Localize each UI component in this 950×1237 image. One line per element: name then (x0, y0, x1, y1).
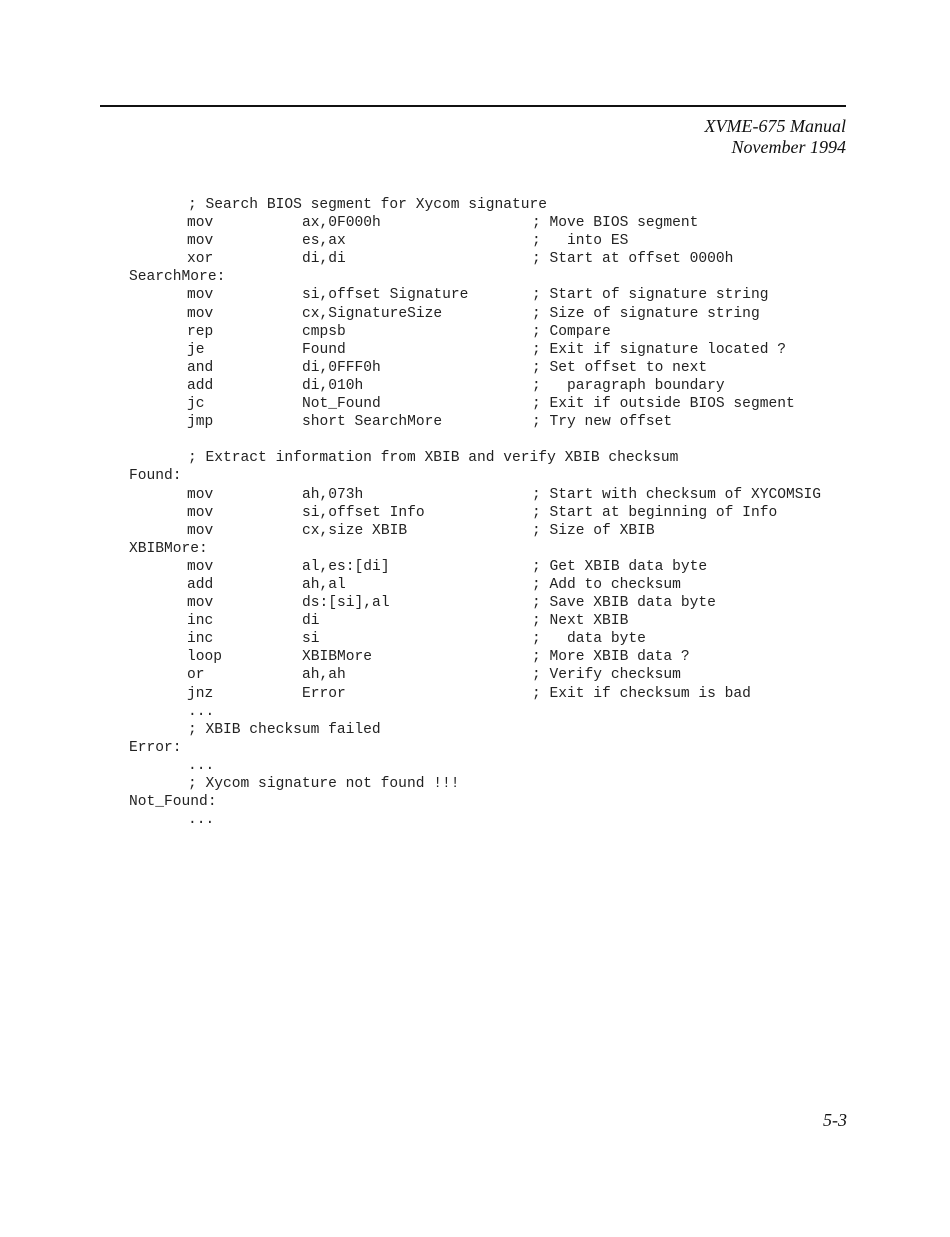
code-line (0, 811, 950, 829)
code-line (0, 540, 950, 558)
code-operands: Found (302, 341, 346, 358)
code-comment: ; More XBIB data ? (532, 649, 690, 666)
code-comment: ; Get XBIB data byte (532, 558, 708, 575)
code-comment: ; Save XBIB data byte (532, 595, 716, 612)
code-opcode: add (187, 377, 214, 394)
code-operands: es,ax (302, 233, 346, 250)
code-opcode: add (187, 576, 214, 593)
code-line (0, 721, 950, 739)
code-line (0, 666, 950, 684)
code-opcode: xor (187, 251, 214, 268)
code-line (0, 341, 950, 359)
page-number: 5-3 (823, 1110, 847, 1130)
manual-date: November 1994 (731, 137, 846, 157)
code-comment: ; data byte (532, 631, 646, 648)
code-opcode: mov (187, 558, 214, 575)
code-opcode: mov (187, 595, 214, 612)
code-line (0, 739, 950, 757)
code-line (0, 630, 950, 648)
code-operands: XBIBMore (302, 649, 373, 666)
code-opcode: and (187, 359, 214, 376)
code-comment: ; Start with checksum of XYCOMSIG (532, 486, 822, 503)
code-operands: ah,073h (302, 486, 364, 503)
code-line (0, 504, 950, 522)
code-label: SearchMore: (129, 269, 226, 286)
code-line (0, 377, 950, 395)
code-line (0, 359, 950, 377)
code-opcode: jc (187, 396, 205, 413)
code-line (0, 449, 950, 467)
code-opcode: or (187, 667, 205, 684)
code-comment-line: ... (188, 703, 215, 720)
code-opcode: mov (187, 215, 214, 232)
code-comment: ; Verify checksum (532, 667, 681, 684)
code-operands: si,offset Signature (302, 287, 469, 304)
code-line (0, 232, 950, 250)
code-operands: cx,SignatureSize (302, 305, 443, 322)
code-opcode: mov (187, 522, 214, 539)
code-line (0, 594, 950, 612)
code-line (0, 431, 950, 449)
code-opcode: inc (187, 613, 214, 630)
code-line (0, 286, 950, 304)
code-operands: di,di (302, 251, 346, 268)
code-operands: Not_Found (302, 396, 381, 413)
code-comment: ; Exit if checksum is bad (532, 685, 751, 702)
code-comment: ; Size of XBIB (532, 522, 655, 539)
code-opcode: je (187, 341, 205, 358)
code-line (0, 268, 950, 286)
code-opcode: mov (187, 504, 214, 521)
code-comment: ; paragraph boundary (532, 377, 725, 394)
code-operands: cmpsb (302, 323, 346, 340)
code-line (0, 196, 950, 214)
code-line (0, 612, 950, 630)
code-line (0, 703, 950, 721)
code-operands: cx,size XBIB (302, 522, 408, 539)
code-operands: di,010h (302, 377, 364, 394)
code-line (0, 757, 950, 775)
code-opcode: inc (187, 631, 214, 648)
code-line (0, 486, 950, 504)
code-comment: ; Start at beginning of Info (532, 504, 778, 521)
code-comment: ; Exit if outside BIOS segment (532, 396, 795, 413)
code-comment-line: ... (188, 812, 215, 829)
code-comment: ; Next XBIB (532, 613, 629, 630)
code-operands: al,es:[di] (302, 558, 390, 575)
code-opcode: mov (187, 233, 214, 250)
code-line (0, 305, 950, 323)
code-line (0, 685, 950, 703)
code-operands: ax,0F000h (302, 215, 381, 232)
code-comment-line: ; Xycom signature not found !!! (188, 776, 460, 792)
code-line (0, 775, 950, 793)
code-line (0, 793, 950, 811)
code-opcode: mov (187, 486, 214, 503)
code-line (0, 467, 950, 485)
code-comment: ; Start at offset 0000h (532, 251, 734, 268)
code-label: XBIBMore: (129, 540, 208, 557)
code-opcode: mov (187, 287, 214, 304)
code-comment: ; Size of signature string (532, 305, 760, 322)
code-operands: ah,al (302, 576, 346, 593)
code-opcode: jnz (187, 685, 214, 702)
code-operands: short SearchMore (302, 414, 443, 431)
header-rule (100, 105, 846, 107)
code-line (0, 323, 950, 341)
code-comment: ; Add to checksum (532, 576, 681, 593)
code-operands: si,offset Info (302, 504, 425, 521)
code-label: Found: (129, 468, 182, 485)
code-line (0, 250, 950, 268)
code-line (0, 576, 950, 594)
code-line (0, 214, 950, 232)
code-line (0, 395, 950, 413)
code-opcode: mov (187, 305, 214, 322)
code-line (0, 558, 950, 576)
code-opcode: loop (187, 649, 223, 666)
code-comment: ; Move BIOS segment (532, 215, 699, 232)
code-opcode: jmp (187, 414, 214, 431)
code-comment: ; Try new offset (532, 414, 673, 431)
code-line (0, 648, 950, 666)
code-comment-line: ; XBIB checksum failed (188, 721, 381, 738)
code-comment: ; Start of signature string (532, 287, 769, 304)
code-comment: ; Compare (532, 323, 611, 340)
code-comment-line: ... (188, 757, 215, 774)
manual-title: XVME-675 Manual (704, 116, 846, 136)
code-comment-line: ; Extract information from XBIB and verify XBIB checksum (188, 450, 679, 467)
code-label: Not_Found: (129, 794, 217, 811)
code-comment: ; Set offset to next (532, 359, 708, 376)
code-label: Error: (129, 739, 182, 756)
code-operands: di,0FFF0h (302, 359, 381, 376)
code-listing (0, 196, 950, 829)
code-operands: ah,ah (302, 667, 346, 684)
code-comment: ; into ES (532, 233, 629, 250)
code-opcode: rep (187, 323, 214, 340)
code-line (0, 522, 950, 540)
code-operands: Error (302, 685, 346, 702)
code-comment-line: ; Search BIOS segment for Xycom signature (188, 197, 548, 213)
code-operands: si (302, 631, 320, 648)
code-operands: ds:[si],al (302, 595, 390, 612)
code-line (0, 413, 950, 431)
code-operands: di (302, 613, 320, 630)
code-comment: ; Exit if signature located ? (532, 341, 786, 358)
